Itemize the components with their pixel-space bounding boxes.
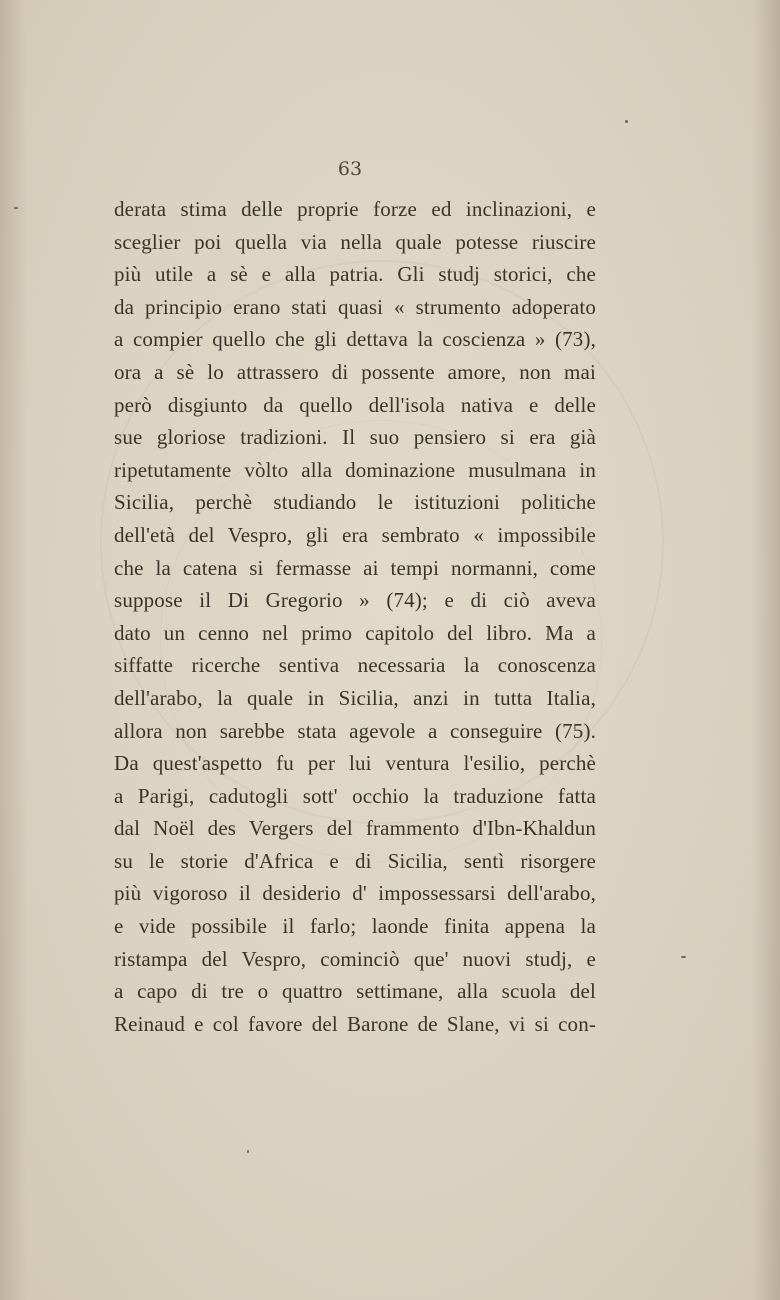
paper-speck [625, 120, 628, 123]
text-line: suppose il Di Gregorio » (74); e di ciò aveva [114, 588, 596, 613]
text-line: siffatte ricerche sentiva necessaria la conoscenza [114, 653, 596, 678]
text-line: derata stima delle proprie forze ed inclinazioni, e [114, 197, 596, 221]
right-edge-shadow [752, 0, 780, 1300]
text-line: più vigoroso il desiderio d' impossessarsi dell'arabo, [114, 881, 596, 906]
text-line: sue gloriose tradizioni. Il suo pensiero si era già [114, 425, 596, 450]
text-line: dell'arabo, la quale in Sicilia, anzi in tutta Italia, [114, 685, 596, 710]
text-line: però disgiunto da quello dell'isola nativa e delle [114, 392, 596, 417]
text-line: più utile a sè e alla patria. Gli studj storici, che [114, 262, 596, 287]
text-line: che la catena si fermasse ai tempi normanni, come [114, 555, 596, 580]
body-text [114, 193, 596, 1040]
text-line: su le storie d'Africa e di Sicilia, sentì risorgere [114, 848, 596, 873]
paper-speck [681, 956, 686, 958]
paper-speck [247, 1150, 249, 1153]
text-line: e vide possibile il farlo; laonde finita appena la [114, 914, 596, 939]
text-line: a capo di tre o quattro settimane, alla scuola del [114, 979, 596, 1004]
text-line: Reinaud e col favore del Barone de Slane, vi si con- [114, 1011, 596, 1036]
left-edge-shadow [0, 0, 28, 1300]
text-line: dell'età del Vespro, gli era sembrato « impossibile [114, 522, 596, 547]
paper-speck [14, 207, 18, 209]
text-line: Da quest'aspetto fu per lui ventura l'esilio, perchè [114, 751, 596, 776]
text-line: ripetutamente vòlto alla dominazione musulmana in [114, 457, 596, 482]
text-line: a Parigi, cadutogli sott' occhio la traduzione fatta [114, 783, 596, 808]
text-line: allora non sarebbe stata agevole a conseguire (75). [114, 718, 596, 743]
text-line: Sicilia, perchè studiando le istituzioni politiche [114, 490, 596, 515]
text-line: dal Noël des Vergers del frammento d'Ibn-Khaldun [114, 816, 596, 841]
text-line: sceglier poi quella via nella quale potesse riuscire [114, 229, 596, 254]
text-line: ora a sè lo attrassero di possente amore, non mai [114, 359, 596, 384]
text-line: dato un cenno nel primo capitolo del libro. Ma a [114, 620, 596, 645]
text-line: a compier quello che gli dettava la coscienza » (73), [114, 327, 596, 352]
text-line: da principio erano stati quasi « strumento adoperato [114, 294, 596, 319]
text-line: ristampa del Vespro, cominciò que' nuovi studj, e [114, 946, 596, 971]
page-number: 63 [337, 158, 363, 180]
